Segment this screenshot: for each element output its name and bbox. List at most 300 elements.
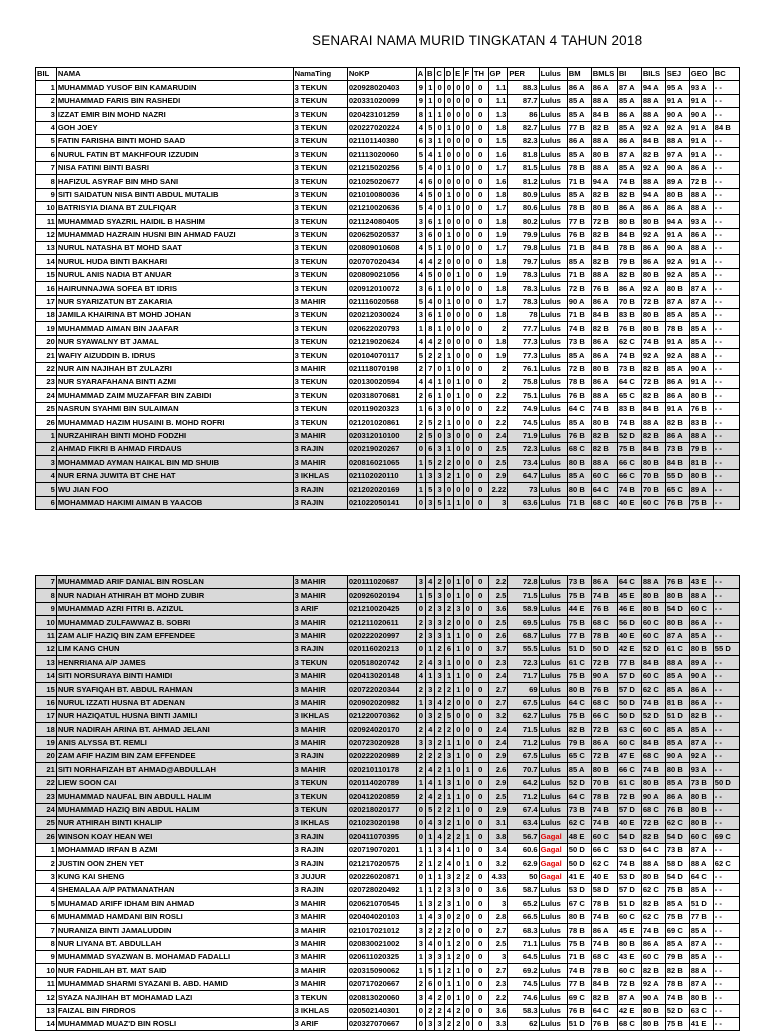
table-cell: - - [713, 108, 739, 121]
table-cell: 0 [472, 736, 488, 749]
table-cell: 1 [444, 228, 453, 241]
table-cell: 2 [435, 897, 444, 910]
table-cell: 3 [416, 282, 425, 295]
student-table-bottom [35, 575, 740, 1031]
table-cell: 15 [36, 268, 57, 281]
table-cell: 84 B [591, 242, 617, 255]
table-cell: 4 [416, 175, 425, 188]
table-cell: 86 A [641, 242, 665, 255]
table-cell: 86 A [665, 201, 689, 214]
table-cell: 72 B [591, 723, 617, 736]
table-cell: 3 [426, 134, 435, 147]
table-cell: 10 [36, 201, 57, 214]
table-cell: - - [713, 803, 739, 816]
table-cell: 82 B [591, 188, 617, 201]
table-cell: 70.7 [508, 763, 539, 776]
table-cell: 87 A [665, 629, 689, 642]
table-cell: 0 [472, 696, 488, 709]
table-cell: 1 [454, 669, 463, 682]
table-row [36, 416, 740, 429]
table-cell: 0 [444, 94, 453, 107]
table-cell: 3 TEKUN [293, 188, 347, 201]
table-cell: 2 [435, 576, 444, 589]
table-cell: 69.5 [508, 616, 539, 629]
table-cell: MOHAMMAD HAKIMI AIMAN B YAACOB [56, 496, 293, 509]
table-cell: 3 TEKUN [293, 134, 347, 147]
table-cell: 0 [463, 750, 472, 763]
table-cell: 76 B [591, 602, 617, 615]
table-cell: - - [713, 696, 739, 709]
table-cell: 0 [444, 335, 453, 348]
table-cell: NUR FADHILAH BT. MAT SAID [56, 964, 293, 977]
student-table-top [35, 67, 740, 510]
table-cell: 3 [454, 602, 463, 615]
table-cell: 0 [416, 1004, 425, 1017]
table-cell: 54 D [665, 870, 689, 883]
table-cell: 3 MAHIR [293, 629, 347, 642]
table-cell: 0 [444, 309, 453, 322]
table-row [36, 776, 740, 789]
table-cell: 2.5 [488, 442, 508, 455]
table-cell: 62 C [641, 683, 665, 696]
table-cell: 88 A [591, 134, 617, 147]
header-row [36, 68, 740, 81]
table-cell: 3 TEKUN [293, 991, 347, 1004]
table-cell: 72 B [591, 750, 617, 763]
table-cell: 0 [435, 268, 444, 281]
table-cell: 71 B [567, 950, 591, 963]
table-cell: 61 C [665, 642, 689, 655]
table-cell: 3 TEKUN [293, 282, 347, 295]
table-cell: - - [713, 228, 739, 241]
table-cell: ZAM ALIF HAZIQ BIN ZAM EFFENDEE [56, 629, 293, 642]
table-cell: 2 [444, 817, 453, 830]
table-cell: 020816021065 [347, 456, 416, 469]
table-cell: - - [713, 483, 739, 496]
table-cell: 85 A [689, 629, 713, 642]
table-cell: 92 A [641, 349, 665, 362]
table-cell: 3 [435, 656, 444, 669]
table-cell: 20 [36, 750, 57, 763]
table-cell: 75 B [617, 442, 641, 455]
table-cell: 76 B [567, 1004, 591, 1017]
table-cell: 50 D [567, 843, 591, 856]
table-cell: 65 C [567, 750, 591, 763]
column-header: BMLS [591, 68, 617, 81]
table-cell: 82 B [567, 723, 591, 736]
table-cell: NURUL ANIS NADIA BT ANUAR [56, 268, 293, 281]
table-cell: 0 [463, 94, 472, 107]
table-cell: 0 [472, 456, 488, 469]
table-cell: 80 B [689, 991, 713, 1004]
table-cell: 3 TEKUN [293, 161, 347, 174]
table-cell: 0 [472, 228, 488, 241]
table-cell: 3 TEKUN [293, 121, 347, 134]
table-cell: 76 B [665, 496, 689, 509]
table-cell: 2 [416, 857, 425, 870]
table-cell: 85 A [665, 736, 689, 749]
table-cell: Lulus [539, 924, 567, 937]
table-cell: 77.7 [508, 322, 539, 335]
table-cell: 4 [426, 991, 435, 1004]
table-cell: 0 [472, 442, 488, 455]
table-cell: 74 B [567, 964, 591, 977]
table-cell: 78 B [591, 790, 617, 803]
table-cell: 0 [454, 429, 463, 442]
table-cell: - - [713, 950, 739, 963]
table-cell: 3.8 [488, 830, 508, 843]
table-cell: 88 A [689, 857, 713, 870]
table-cell: 21 [36, 763, 57, 776]
table-cell: SITI NORSURAYA BINTI HAMIDI [56, 669, 293, 682]
table-cell: 68.7 [508, 629, 539, 642]
table-cell: 75.8 [508, 375, 539, 388]
table-cell: - - [713, 1004, 739, 1017]
table-cell: 1 [444, 950, 453, 963]
table-cell: 0 [444, 148, 453, 161]
table-cell: 0 [454, 188, 463, 201]
table-cell: 3.3 [488, 1017, 508, 1030]
table-cell: 5 [416, 349, 425, 362]
table-cell: 87 A [689, 843, 713, 856]
table-cell: 1 [435, 389, 444, 402]
table-cell: 020404020103 [347, 910, 416, 923]
table-cell: 88 A [591, 389, 617, 402]
table-cell: 88 A [689, 429, 713, 442]
table-cell: 021017021012 [347, 924, 416, 937]
table-cell: 88 A [689, 349, 713, 362]
table-cell: 76 B [591, 1017, 617, 1030]
table-cell: 020114020789 [347, 776, 416, 789]
table-cell: 0 [435, 161, 444, 174]
table-cell: 0 [435, 121, 444, 134]
table-cell: 82 B [617, 188, 641, 201]
table-cell: 2 [444, 803, 453, 816]
table-cell: NURANIZA BINTI JAMALUDDIN [56, 924, 293, 937]
table-cell: 60 C [689, 602, 713, 615]
table-cell: 86 A [689, 696, 713, 709]
table-cell: 4.33 [488, 870, 508, 883]
table-cell: 0 [454, 442, 463, 455]
table-row [36, 790, 740, 803]
table-cell: 5 [444, 709, 453, 722]
table-cell: 4 [416, 242, 425, 255]
table-cell: 0 [472, 656, 488, 669]
table-cell: 3 [435, 469, 444, 482]
column-header: SEJ [665, 68, 689, 81]
table-cell: 0 [444, 175, 453, 188]
table-cell: 82.7 [508, 121, 539, 134]
table-cell: - - [713, 456, 739, 469]
table-cell: 62 C [567, 817, 591, 830]
table-row [36, 736, 740, 749]
table-cell: 70 B [641, 469, 665, 482]
table-cell: 2 [444, 616, 453, 629]
table-cell: 2 [36, 94, 57, 107]
table-cell: 3 [435, 669, 444, 682]
table-cell: 2 [454, 1004, 463, 1017]
table-cell: 85 A [665, 776, 689, 789]
table-row [36, 268, 740, 281]
table-cell: 1 [426, 642, 435, 655]
table-cell: MUHAMMAD FARIS BIN RASHEDI [56, 94, 293, 107]
table-cell: - - [713, 910, 739, 923]
table-cell: Lulus [539, 803, 567, 816]
table-cell: 021215020256 [347, 161, 416, 174]
table-cell: 42 E [617, 642, 641, 655]
table-cell: - - [713, 790, 739, 803]
table-cell: 51 D [567, 1017, 591, 1030]
table-cell: 65 C [617, 389, 641, 402]
table-cell: 71 B [567, 268, 591, 281]
table-cell: 22 [36, 776, 57, 789]
table-cell: NUR ERNA JUWITA BT CHE HAT [56, 469, 293, 482]
table-cell: 68 C [641, 750, 665, 763]
table-cell: Lulus [539, 188, 567, 201]
table-cell: 82 B [591, 255, 617, 268]
table-cell: - - [713, 750, 739, 763]
table-cell: 1 [435, 375, 444, 388]
table-cell: 3 MAHIR [293, 295, 347, 308]
table-cell: 3 RAJIN [293, 642, 347, 655]
table-cell: 75 B [567, 616, 591, 629]
table-cell: 80 B [689, 389, 713, 402]
table-cell: 2 [416, 416, 425, 429]
table-cell: 60 C [591, 830, 617, 843]
table-cell: Lulus [539, 683, 567, 696]
table-cell: 020924020170 [347, 723, 416, 736]
table-cell: 80 B [591, 362, 617, 375]
table-cell: 73 B [567, 335, 591, 348]
table-cell: 1 [426, 108, 435, 121]
table-cell: 91 A [665, 228, 689, 241]
table-cell: 67 C [567, 897, 591, 910]
table-cell: 2 [435, 683, 444, 696]
table-cell: 69.2 [508, 964, 539, 977]
table-cell: 2.4 [488, 736, 508, 749]
table-cell: 1 [435, 108, 444, 121]
table-cell: 0 [454, 416, 463, 429]
table-cell: 0 [463, 322, 472, 335]
table-cell: 80 B [641, 268, 665, 281]
table-cell: MUHAMMAD SHARMI SYAZANI B. ABD. HAMID [56, 977, 293, 990]
table-cell: 0 [463, 121, 472, 134]
table-cell: 61 C [617, 776, 641, 789]
table-cell: 0 [416, 496, 425, 509]
table-cell: 6 [444, 642, 453, 655]
table-row [36, 830, 740, 843]
table-cell: 9 [36, 602, 57, 615]
table-cell: 48 E [567, 830, 591, 843]
table-cell: 2 [444, 1017, 453, 1030]
table-cell: 2 [426, 750, 435, 763]
table-cell: 020210110178 [347, 763, 416, 776]
table-cell: 1 [444, 188, 453, 201]
table-cell: 0 [416, 830, 425, 843]
table-cell: 0 [463, 268, 472, 281]
table-cell: 0 [463, 616, 472, 629]
table-cell: - - [713, 81, 739, 94]
table-cell: 020518020742 [347, 656, 416, 669]
table-cell: 83 B [617, 402, 641, 415]
table-cell: 020227020224 [347, 121, 416, 134]
table-cell: 3 [488, 950, 508, 963]
table-cell: 5 [426, 242, 435, 255]
table-cell: 90 A [689, 108, 713, 121]
table-cell: 3 [416, 991, 425, 1004]
table-cell: 1 [416, 950, 425, 963]
table-cell: 85 A [617, 161, 641, 174]
table-cell: 84 B [665, 456, 689, 469]
table-cell: 52 D [641, 709, 665, 722]
table-cell: 4 [435, 696, 444, 709]
table-cell: 8 [36, 589, 57, 602]
table-cell: Lulus [539, 629, 567, 642]
column-header: D [444, 68, 453, 81]
table-cell: 73 B [665, 843, 689, 856]
table-cell: 0 [463, 937, 472, 950]
table-cell: 2.8 [488, 910, 508, 923]
table-cell: 1.7 [488, 161, 508, 174]
table-cell: 2 [416, 656, 425, 669]
table-cell: 19 [36, 736, 57, 749]
table-cell: 4 [416, 255, 425, 268]
table-cell: 020226020871 [347, 870, 416, 883]
table-cell: 0 [454, 282, 463, 295]
table-cell: 74 B [641, 696, 665, 709]
table-cell: 1 [444, 736, 453, 749]
table-cell: JUSTIN OON ZHEN YET [56, 857, 293, 870]
table-cell: 9 [416, 81, 425, 94]
table-cell: 0 [444, 483, 453, 496]
table-cell: 0 [435, 937, 444, 950]
table-cell: 4 [426, 576, 435, 589]
table-cell: 77.3 [508, 335, 539, 348]
column-header: Lulus [539, 68, 567, 81]
table-cell: 3 MAHIR [293, 937, 347, 950]
table-cell: MUHAMMAD HAMDANI BIN ROSLI [56, 910, 293, 923]
table-cell: 88 A [641, 94, 665, 107]
table-row [36, 375, 740, 388]
table-cell: 0 [472, 148, 488, 161]
table-cell: 3 TEKUN [293, 402, 347, 415]
table-cell: 74 B [641, 924, 665, 937]
table-cell: 1.9 [488, 268, 508, 281]
table-cell: 1 [463, 857, 472, 870]
table-cell: 3 TEKUN [293, 255, 347, 268]
table-cell: 2 [435, 416, 444, 429]
table-cell: 0 [416, 642, 425, 655]
table-cell: 62 C [665, 817, 689, 830]
table-cell: 1 [454, 629, 463, 642]
table-row [36, 924, 740, 937]
table-cell: 80 B [591, 201, 617, 214]
table-cell: 54 D [665, 830, 689, 843]
table-cell: - - [713, 883, 739, 896]
table-cell: 85 A [567, 763, 591, 776]
table-cell: MUHAMMAD MUAZ'D BIN ROSLI [56, 1017, 293, 1030]
table-cell: - - [713, 268, 739, 281]
table-cell: MUHAMMAD AZRI FITRI B. AZIZUL [56, 602, 293, 615]
table-cell: 62 C [591, 857, 617, 870]
table-cell: 0 [463, 803, 472, 816]
table-cell: - - [713, 175, 739, 188]
table-cell: 90 A [641, 790, 665, 803]
table-cell: 4 [426, 723, 435, 736]
table-cell: 0 [454, 161, 463, 174]
table-cell: 88.3 [508, 81, 539, 94]
table-cell: 74 B [591, 803, 617, 816]
table-cell: 78 B [567, 375, 591, 388]
table-cell: 0 [472, 335, 488, 348]
table-cell: 020327070667 [347, 1017, 416, 1030]
table-cell: 12 [36, 642, 57, 655]
table-row [36, 188, 740, 201]
table-cell: Lulus [539, 964, 567, 977]
table-row [36, 456, 740, 469]
table-cell: - - [713, 897, 739, 910]
table-cell: 84 B [641, 442, 665, 455]
table-cell: 74.5 [508, 977, 539, 990]
table-cell: 50 D [617, 709, 641, 722]
table-cell: 79 B [567, 736, 591, 749]
table-cell: 94 A [665, 215, 689, 228]
table-cell: 3 [416, 309, 425, 322]
table-cell: 020912010072 [347, 282, 416, 295]
table-cell: 0 [472, 362, 488, 375]
column-header: GP [488, 68, 508, 81]
table-cell: Lulus [539, 228, 567, 241]
table-cell: 74 B [591, 817, 617, 830]
table-cell: 7 [36, 161, 57, 174]
table-cell: 0 [435, 977, 444, 990]
table-cell: MOHAMMAD IRFAN B AZMI [56, 843, 293, 856]
table-cell: 4 [444, 1004, 453, 1017]
table-cell: 55 D [665, 469, 689, 482]
table-cell: 5 [416, 201, 425, 214]
table-cell: 71.2 [508, 790, 539, 803]
table-cell: 0 [454, 255, 463, 268]
table-cell: 2 [444, 830, 453, 843]
table-cell: 2.3 [488, 977, 508, 990]
table-cell: 85 A [567, 148, 591, 161]
table-cell: 1 [454, 964, 463, 977]
table-cell: SITI SAIDATUN NISA BINTI ABDUL MUTALIB [56, 188, 293, 201]
table-cell: 73 B [617, 362, 641, 375]
table-cell: 2.7 [488, 696, 508, 709]
table-cell: 1 [426, 94, 435, 107]
table-cell: 80 B [641, 215, 665, 228]
table-cell: 78.3 [508, 268, 539, 281]
table-cell: 4 [426, 148, 435, 161]
table-row [36, 442, 740, 455]
table-cell: 1 [454, 576, 463, 589]
table-cell: 71 B [567, 496, 591, 509]
table-cell: 0 [472, 602, 488, 615]
table-cell: 3 IKHLAS [293, 1004, 347, 1017]
table-cell: Lulus [539, 496, 567, 509]
table-cell: 61 C [567, 656, 591, 669]
table-cell: 2 [454, 910, 463, 923]
table-row [36, 629, 740, 642]
table-cell: 1.7 [488, 242, 508, 255]
table-cell: 020621070545 [347, 897, 416, 910]
table-cell: 72.3 [508, 442, 539, 455]
table-cell: 3 [426, 683, 435, 696]
table-cell: 1 [36, 429, 57, 442]
table-cell: 80 B [641, 602, 665, 615]
table-cell: 85 A [617, 121, 641, 134]
